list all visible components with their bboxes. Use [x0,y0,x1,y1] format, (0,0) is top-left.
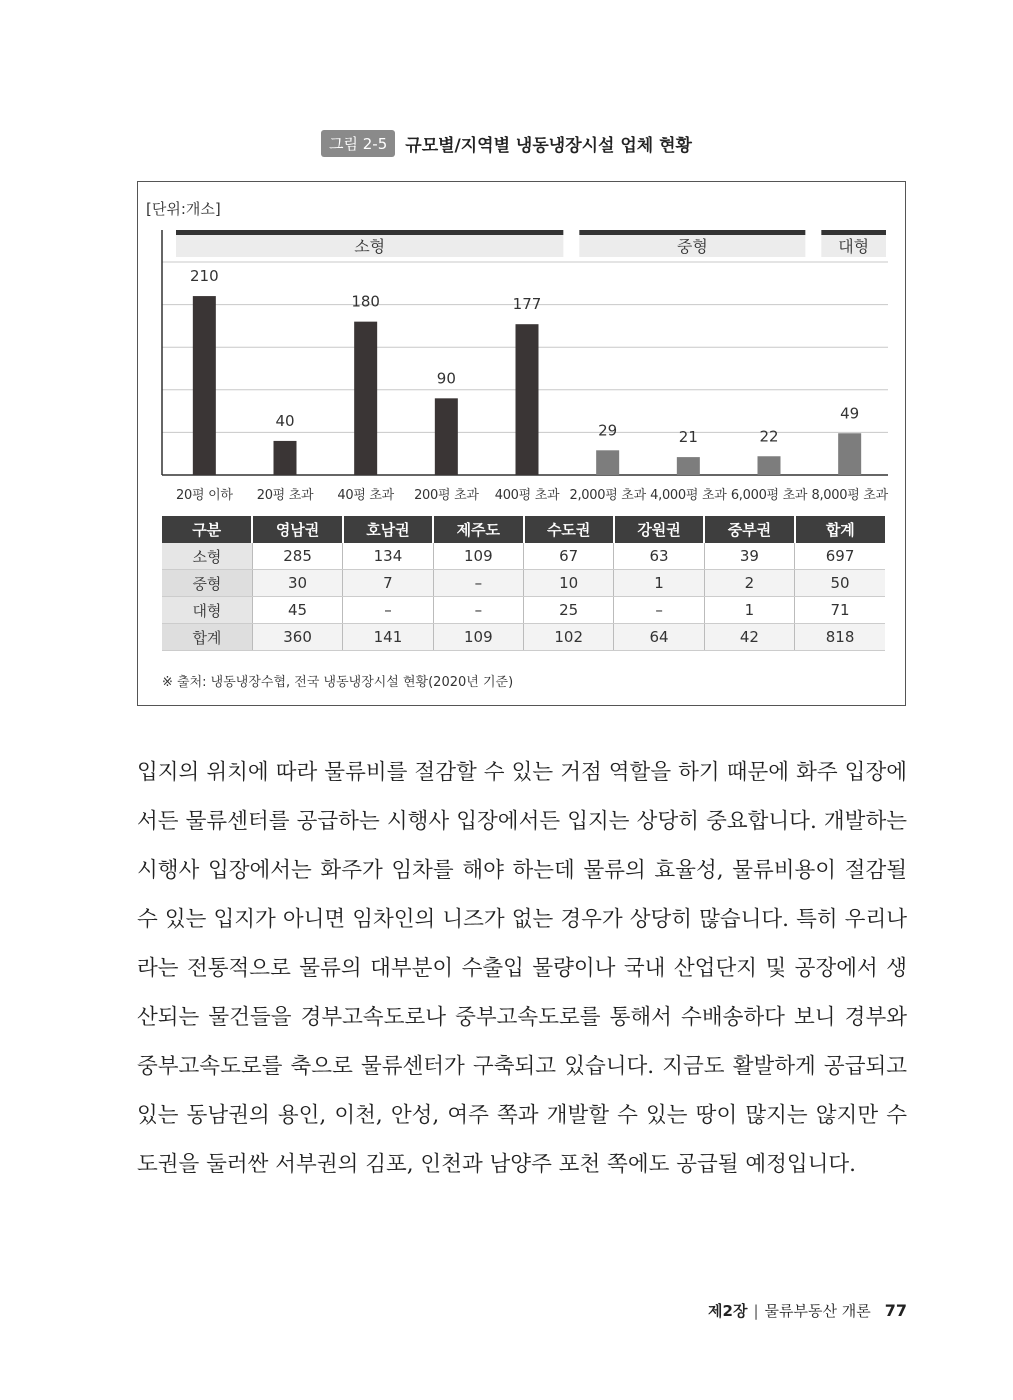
table-row-header: 대형 [162,597,252,624]
table-cell: 109 [433,543,523,570]
figure-box [137,181,906,706]
data-label: 177 [512,295,542,314]
table-cell: 45 [252,597,342,624]
figure-label: 그림 2-5 [321,130,395,157]
table-cell: – [614,597,704,624]
page-number: 77 [884,1301,907,1320]
table-row [162,543,885,570]
data-label: 180 [351,292,380,311]
table-cell: – [433,597,523,624]
table-cell: – [343,597,433,624]
table-row-header: 소형 [162,543,252,570]
table-cell: 1 [704,597,794,624]
footer-chapter-title: 물류부동산 개론 [764,1302,871,1320]
source-note: ※ 출처: 냉동냉장수협, 전국 냉동냉장시설 현황(2020년 기준) [162,675,514,690]
x-tick-label: 8,000평 초과 [811,488,888,503]
table-cell: 50 [795,570,885,597]
table-row [162,624,885,651]
table-header-row [162,516,885,543]
group-band-bar [821,230,886,235]
data-label: 210 [190,267,219,286]
group-band-bar [579,230,805,235]
footer-separator: | [753,1302,759,1320]
bar [516,324,539,475]
table-header-cell: 호남권 [343,516,433,543]
table-row [162,570,885,597]
table-header-cell: 영남권 [252,516,342,543]
table-cell: 64 [614,624,704,651]
bar-chart [138,182,905,512]
data-label: 22 [759,427,779,446]
table-cell: 141 [343,624,433,651]
data-label: 90 [436,369,456,388]
bar [838,433,861,475]
data-label: 49 [840,404,860,423]
bar [354,322,377,475]
group-band-bar [176,230,563,235]
table-header-cell: 수도권 [524,516,614,543]
table-cell: 25 [524,597,614,624]
body-paragraph: 입지의 위치에 따라 물류비를 절감할 수 있는 거점 역할을 하기 때문에 화주 입장에서든 물류센터를 공급하는 시행사 입장에서든 입지는 상당히 중요합니다. 개발하는 시행사 입장에서는 화주가 임차를 해야 하는데 물류의 효율성, 물류비용이 절감될 수 있는 입지가 아니면 임차인의 니즈가 없는 경우가 상당히 많습니다. 특히 우리나라는 전통적으로 물류의 대부분이 수출입 물량이나 국내 산업단지 및 공장에서 생산되는 물건들을 경부고속도로나 중부고속도로를 통해서 수배송하다 보니 경부와 중부고속도로를 축으로 물류센터가 구축되고 있습니다. 지금도 활발하게 공급되고 있는 동남권의 용인, 이천, 안성, 여주 쪽과 개발할 수 있는 땅이 많지는 않지만 수도권을 둘러싼 서부권의 김포, 인천과 남양주 포천 쪽에도 공급될 예정입니다. [137,760,907,1177]
data-label: 40 [275,411,295,430]
table-cell: 71 [795,597,885,624]
group-label: 중형 [676,237,708,256]
group-label: 소형 [354,237,386,256]
bar [274,441,297,475]
data-table [162,516,885,651]
data-label: 29 [598,421,618,440]
table-cell: 285 [252,543,342,570]
table-header-cell: 합계 [795,516,885,543]
table-cell: 63 [614,543,704,570]
table-cell: 10 [524,570,614,597]
table-row-header: 합계 [162,624,252,651]
table-row-header: 중형 [162,570,252,597]
table-cell: 697 [795,543,885,570]
table-cell: 134 [343,543,433,570]
bar [596,450,619,475]
x-tick-label: 20평 이하 [176,488,233,503]
x-tick-label: 200평 초과 [414,488,479,503]
table-cell: 30 [252,570,342,597]
page-footer [708,1300,907,1321]
data-label: 21 [678,428,698,447]
table-row [162,597,885,624]
bar [758,456,781,475]
figure-title: 규모별/지역별 냉동냉장시설 업체 현황 [405,136,692,156]
table-header-cell: 제주도 [433,516,523,543]
x-tick-label: 2,000평 초과 [569,488,646,503]
table-cell: – [433,570,523,597]
x-tick-label: 400평 초과 [494,488,560,503]
unit-label: [단위:개소] [146,200,221,218]
table-cell: 2 [704,570,794,597]
bar [193,296,216,475]
footer-chapter: 제2장 [708,1302,748,1320]
bar [677,457,700,475]
x-tick-label: 6,000평 초과 [730,488,808,503]
table-cell: 42 [704,624,794,651]
table-cell: 818 [795,624,885,651]
table-header-cell: 중부권 [704,516,794,543]
table-cell: 1 [614,570,704,597]
bar [435,398,458,475]
table-header-cell: 구분 [162,516,252,543]
table-cell: 102 [524,624,614,651]
figure-caption [0,130,1013,157]
group-label: 대형 [838,237,870,256]
table-cell: 360 [252,624,342,651]
table-header-cell: 강원권 [614,516,704,543]
table-cell: 39 [704,543,794,570]
table-cell: 109 [433,624,523,651]
table-cell: 67 [524,543,614,570]
x-tick-label: 20평 초과 [256,488,314,503]
x-tick-label: 4,000평 초과 [650,488,727,503]
x-tick-label: 40평 초과 [337,488,394,503]
table-cell: 7 [343,570,433,597]
